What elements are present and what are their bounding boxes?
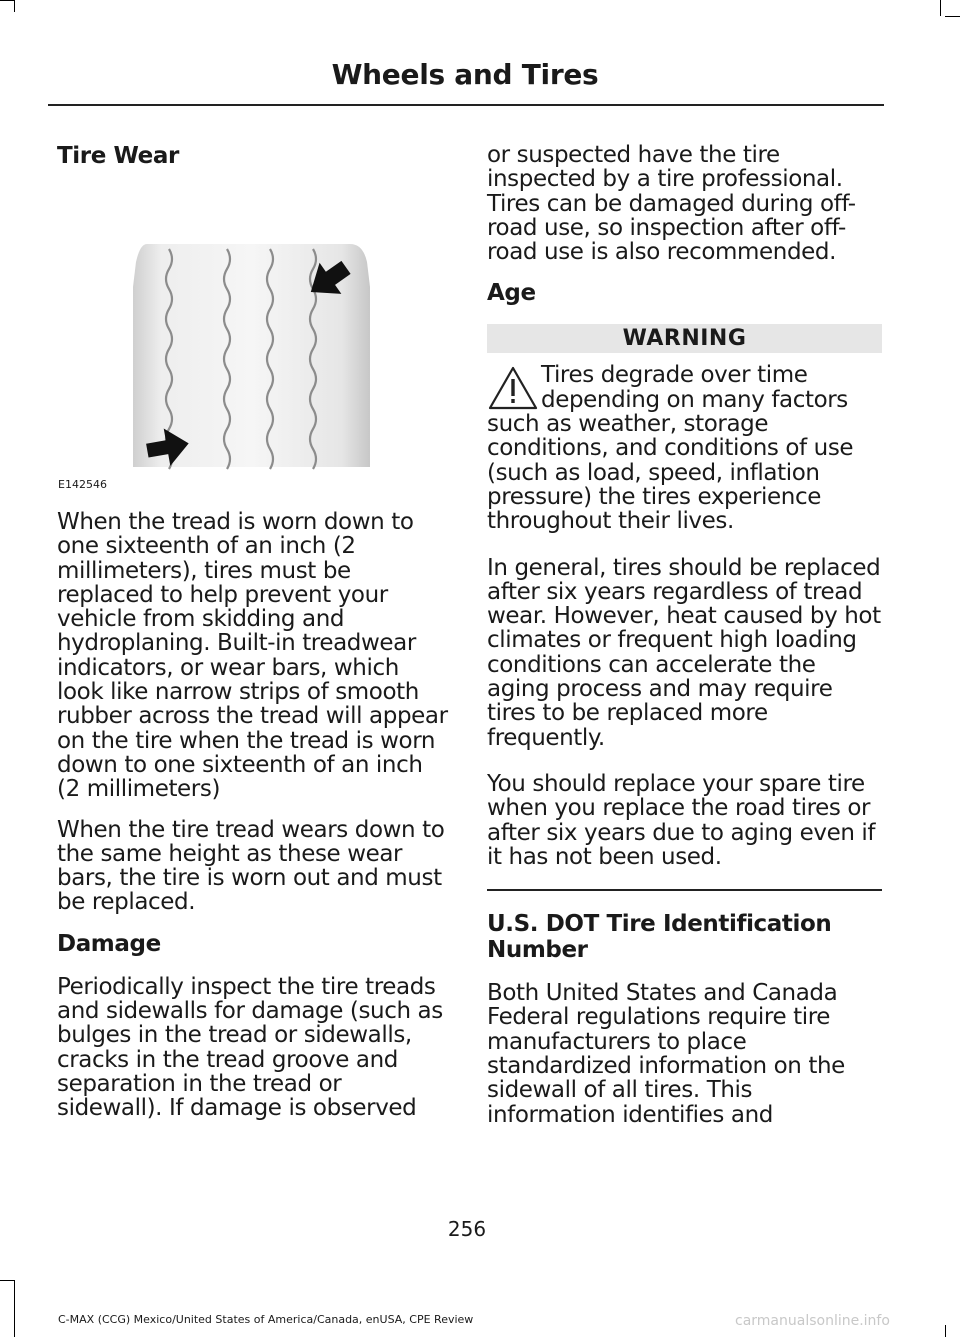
warning-block [487,363,882,533]
crop-mark [0,0,14,1]
paragraph: or suspected have the tire inspected by a tire professional. Tires can be damaged during off-road use, so inspection after off-road use is also recommended. [487,142,856,266]
document-info: C-MAX (CCG) Mexico/United States of America/Canada, enUSA, CPE Review [58,1313,474,1326]
right-column [487,143,882,1143]
heading-tire-wear: Tire Wear [57,143,179,169]
tire-tread-illustration [57,187,449,492]
paragraph: Periodically inspect the tire treads and sidewalls for damage (such as bulges in the tread or sidewalls, cracks in the tread groove and separation in the tread or sidewall). If damage is observed [57,973,443,1122]
heading-dot-tin: U.S. DOT Tire Identification Number [487,911,832,964]
tread-wear-figure [57,187,449,492]
crop-mark [945,16,960,17]
left-column [57,143,449,1137]
section-divider [487,889,882,891]
crop-mark [945,1325,946,1337]
paragraph: In general, tires should be replaced after six years regardless of tread wear. However, heat caused by hot climates or frequent high loading conditions can accelerate the aging process and may require tires to be replaced more frequently. [487,554,881,751]
page-title: Wheels and Tires [331,58,599,91]
page-number: 256 [447,1217,487,1241]
paragraph: You should replace your spare tire when you replace the road tires or after six years due to aging even if it has not been used. [487,770,876,870]
paragraph: Both United States and Canada Federal regulations require tire manufacturers to place standardized information on the sidewall of all tires. This information identifies and [487,980,845,1128]
crop-mark [940,0,941,16]
heading-damage: Damage [57,930,161,957]
crop-mark [14,1280,15,1337]
paragraph: When the tread is worn down to one sixteenth of an inch (2 millimeters), tires must be replaced to help prevent your vehicle from skidding and hydroplaning. Built-in treadwear indicators, or wear bars, which look like narrow strips of smooth rubber across the tread will appear on the tire when the tread is worn down to one sixteenth of an inch (2 millimeters) [57,509,448,803]
warning-text: Tires degrade over time depending on many factors such as weather, storage conditions, and conditions of use (such as load, speed, inflation pressure) the tires experience throughout their lives. [487,362,854,535]
figure-code: E142546 [58,478,107,491]
crop-mark [0,1280,14,1281]
warning-triangle-icon [487,365,539,411]
header-divider [48,104,884,106]
warning-banner: WARNING [487,324,882,353]
crop-mark [14,0,15,12]
paragraph: When the tire tread wears down to the same height as these wear bars, the tire is worn out and must be replaced. [57,816,445,916]
watermark: carmanualsonline.info [735,1313,890,1329]
heading-age: Age [487,280,536,307]
